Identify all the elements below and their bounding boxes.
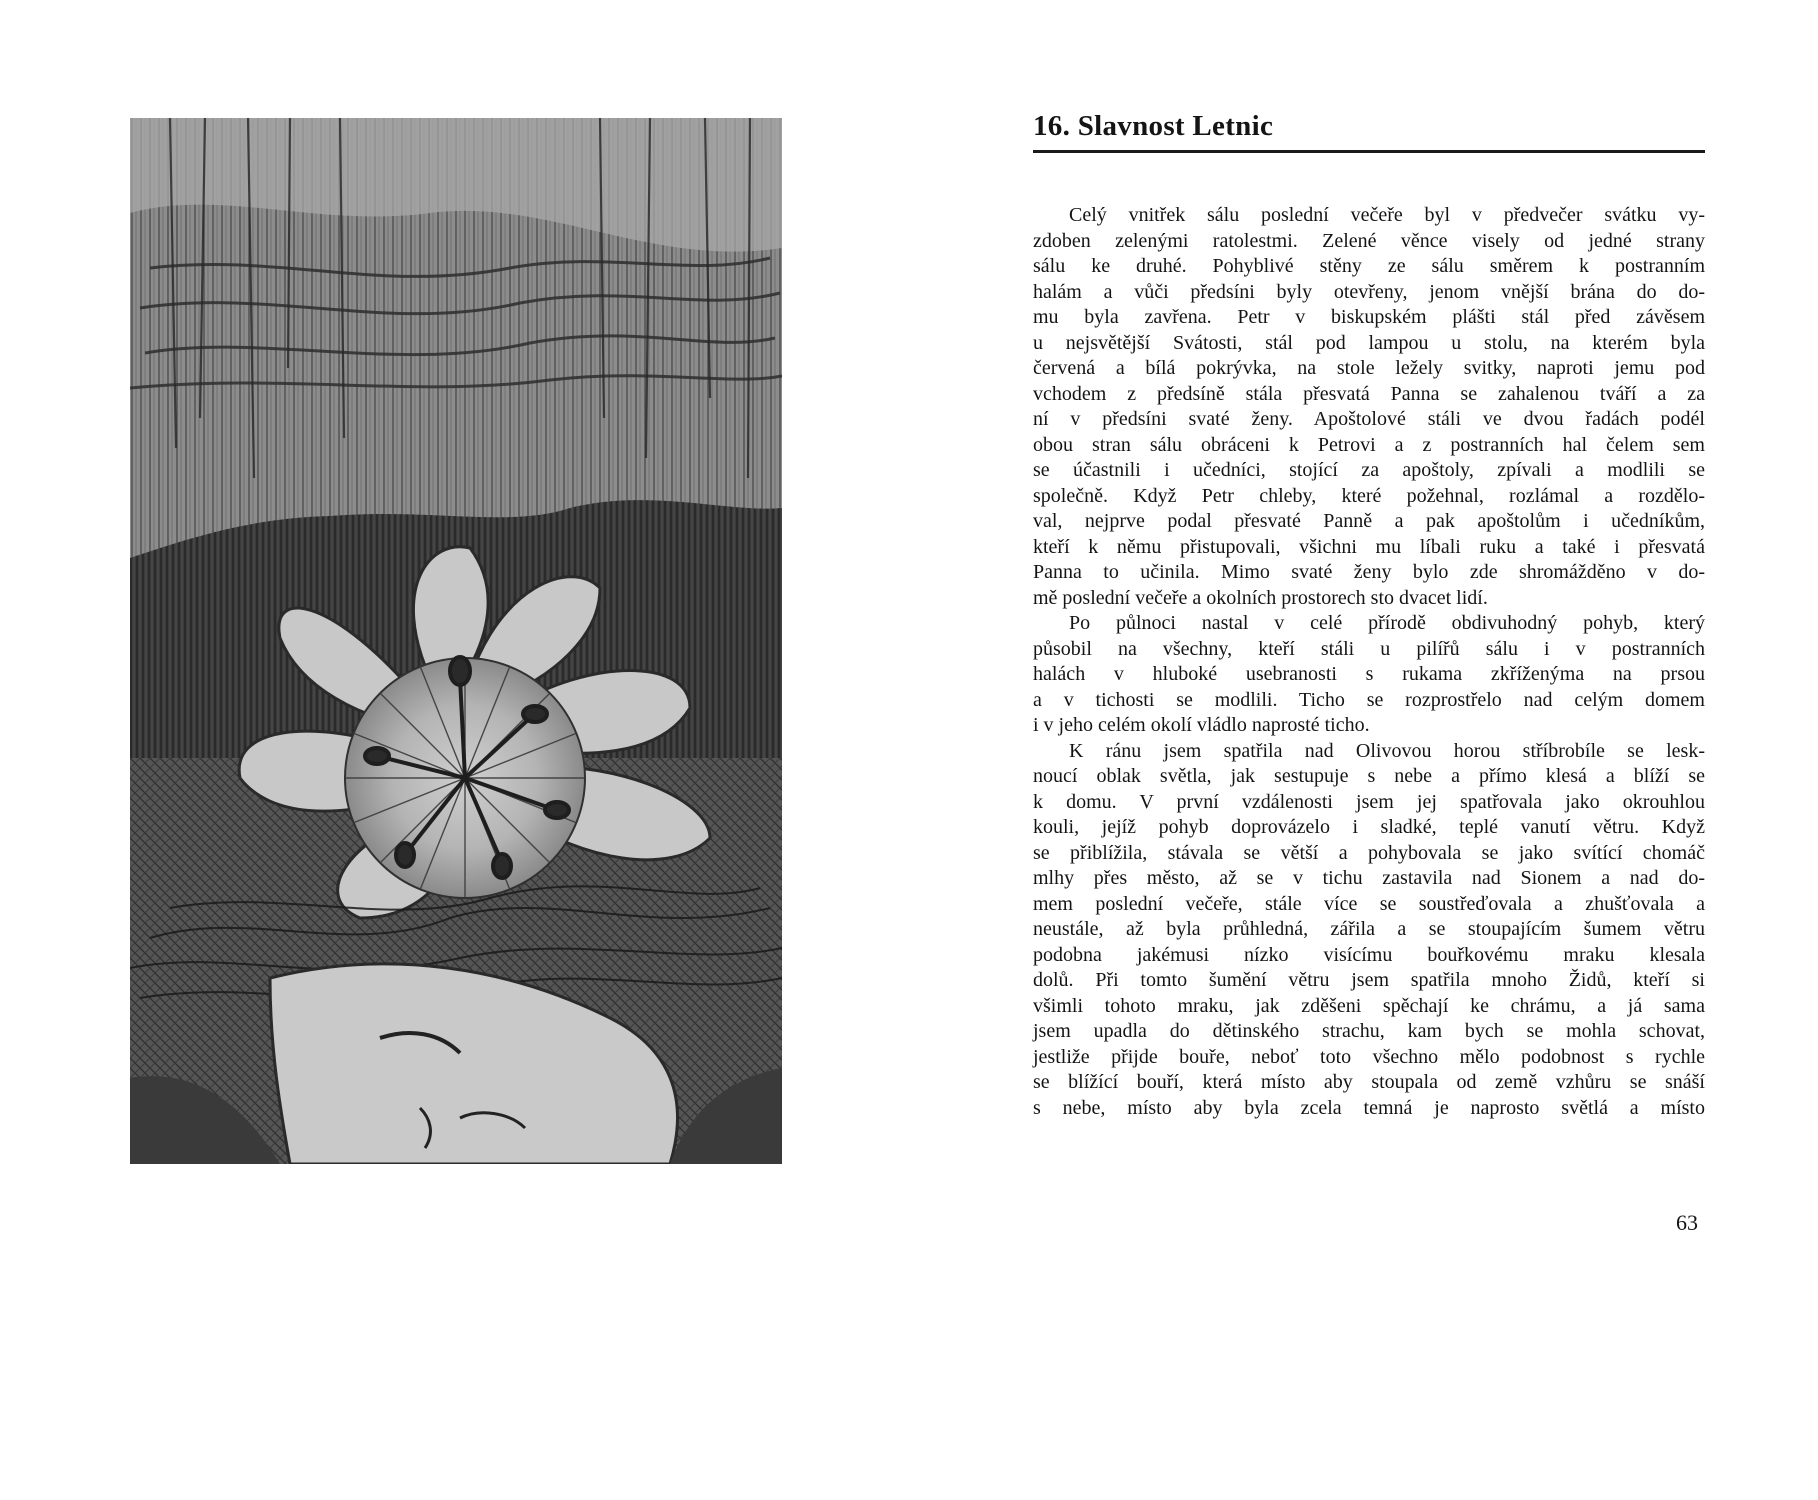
text-line: a v tichosti se modlili. Ticho se rozprostřelo nad celým domem bbox=[1033, 688, 1705, 711]
text-line: Celý vnitřek sálu poslední večeře byl v předvečer svátku vy- bbox=[1069, 204, 1705, 226]
text-line: noucí oblak světla, jak sestupuje s nebe a přímo klesá a blíží se bbox=[1033, 765, 1705, 787]
chapter-title: 16. Slavnost Letnic bbox=[1033, 110, 1274, 142]
paragraph-3 bbox=[1033, 739, 1705, 1122]
text-line: dolů. Při tomto šumění větru jsem spatřila mnoho Židů, kteří si bbox=[1033, 969, 1705, 991]
text-line: mem poslední večeře, stále více se soustřeďovala a zhušťovala a bbox=[1033, 892, 1705, 915]
text-line: jsem upadla do dětinského strachu, kam bych se mohla schovat, bbox=[1033, 1020, 1705, 1042]
text-line: kouli, jejíž pohyb doprovázelo i sladké, teplé vanutí větru. Když bbox=[1033, 816, 1705, 838]
text-line: K ránu jsem spatřila nad Olivovou horou stříbrobíle se lesk- bbox=[1069, 739, 1705, 762]
text-line: mě poslední večeře a okolních prostorech sto dvacet lidí. bbox=[1033, 586, 1488, 609]
text-line: obou stran sálu obráceni k Petrovi a z postranních hal čelem sem bbox=[1033, 433, 1705, 456]
text-line: červená a bílá pokrývka, na stole ležely svitky, naproti jemu pod bbox=[1033, 357, 1705, 379]
text-line: se přiblížila, stávala se větší a pohybovala se jako svítící chomáč bbox=[1033, 841, 1705, 864]
text-line: kteří k němu přistupovali, všichni mu líbali ruku a také i přesvatá bbox=[1033, 535, 1705, 558]
text-line: všimli tohoto mraku, jak zděšeni spěchají ke chrámu, a já sama bbox=[1033, 994, 1705, 1017]
page-number: 63 bbox=[1676, 1210, 1698, 1235]
text-line: k domu. V první vzdálenosti jsem jej spatřovala jako okrouhlou bbox=[1033, 790, 1705, 813]
text-line: mu byla zavřena. Petr v biskupském plášti stál před závěsem bbox=[1033, 306, 1705, 328]
text-line: s nebe, místo aby byla zcela temná je naprosto světlá a místo bbox=[1033, 1096, 1705, 1119]
text-line: působil na všechny, kteří stáli u pilířů sálu i v postranních bbox=[1033, 637, 1705, 660]
paragraph-1 bbox=[1033, 203, 1705, 611]
text-line: mlhy přes město, až se v tichu zastavila nad Sionem a nad do- bbox=[1033, 867, 1705, 889]
text-line: u nejsvětější Svátosti, stál pod lampou u stolu, na kterém byla bbox=[1033, 331, 1705, 354]
etching-illustration bbox=[130, 118, 782, 1164]
text-line: se účastnili i učedníci, stojící za apoštoly, zpívali a modlili se bbox=[1033, 459, 1705, 481]
text-line: podobna jakémusi nízko visícímu bouřkovému mraku klesala bbox=[1033, 943, 1705, 966]
passion-flower-face-icon bbox=[130, 118, 782, 1164]
text-line: zdoben zelenými ratolestmi. Zelené věnce visely od jedné strany bbox=[1033, 229, 1705, 252]
text-line: neustále, až byla průhledná, zářila a se stoupajícím šumem větru bbox=[1033, 918, 1705, 940]
text-line: i v jeho celém okolí vládlo naprosté ticho. bbox=[1033, 714, 1370, 736]
title-divider bbox=[1033, 150, 1705, 153]
text-line: vchodem z předsíně stála přesvatá Panna se zahalenou tváří a za bbox=[1033, 382, 1705, 405]
paragraph-2 bbox=[1033, 611, 1705, 739]
text-line: jestliže přijde bouře, neboť toto všechno mělo podobnost s rychle bbox=[1033, 1045, 1705, 1068]
text-line: val, nejprve podal přesvaté Panně a pak apoštolům i učedníkům, bbox=[1033, 510, 1705, 532]
text-line: halám a vůči předsíni byly otevřeny, jenom vnější brána do do- bbox=[1033, 280, 1705, 303]
text-line: halách v hluboké usebranosti s rukama zkříženýma na prsou bbox=[1033, 663, 1705, 685]
text-line: se blížící bouří, která místo aby stoupala od země vzhůru se snáší bbox=[1033, 1071, 1705, 1093]
chapter-body bbox=[1033, 203, 1705, 1121]
text-line: sálu ke druhé. Pohyblivé stěny ze sálu směrem k postranním bbox=[1033, 255, 1705, 277]
text-line: Po půlnoci nastal v celé přírodě obdivuhodný pohyb, který bbox=[1069, 612, 1705, 634]
text-line: Panna to učinila. Mimo svaté ženy bylo zde shromážděno v do- bbox=[1033, 561, 1705, 583]
text-line: společně. Když Petr chleby, které požehnal, rozlámal a rozdělo- bbox=[1033, 484, 1705, 507]
text-line: ní v předsíni svaté ženy. Apoštolové stáli ve dvou řadách podél bbox=[1033, 408, 1705, 430]
